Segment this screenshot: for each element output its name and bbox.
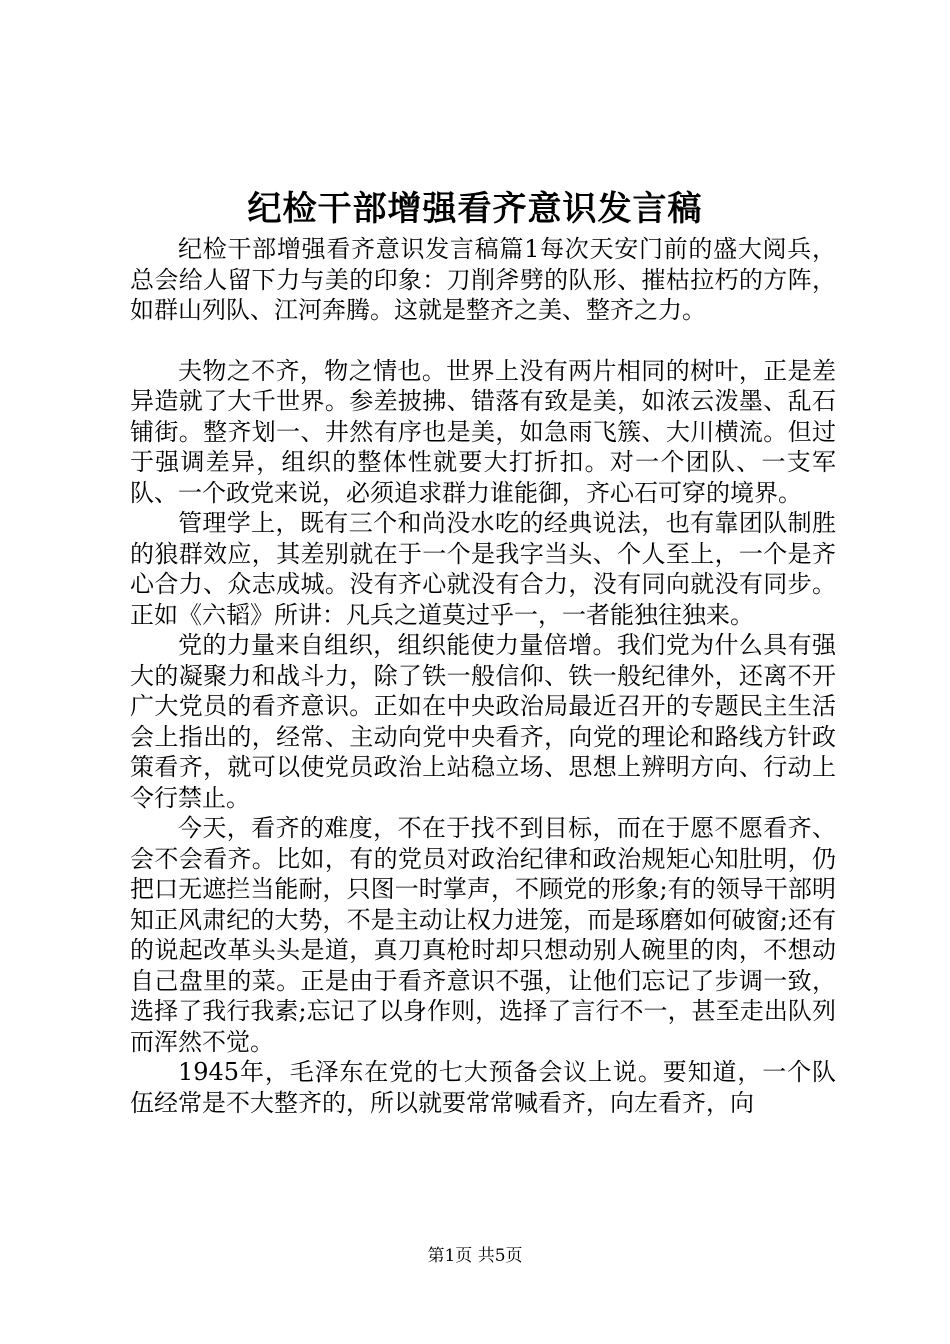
document-title: 纪检干部增强看齐意识发言稿 bbox=[247, 189, 703, 229]
paragraph-4: 党的力量来自组织，组织能使力量倍增。我们党为什么具有强大的凝聚力和战斗力，除了铁一般信仰、铁一般纪律外，还离不开广大党员的看齐意识。正如在中央政治局最近召开的专题民主生活会上指出的，经常、主动向党中央看齐，向党的理论和路线方针政策看齐，就可以使党员政治上站稳立场、思想上辨明方向、行动上令行禁止。 bbox=[130, 631, 836, 812]
page-footer: 第1页 共5页 bbox=[427, 1246, 523, 1266]
paragraph-2: 夫物之不齐，物之情也。世界上没有两片相同的树叶，正是差异造就了大千世界。参差披拂、错落有致是美，如浓云泼墨、乱石铺街。整齐划一、井然有序也是美，如急雨飞簇、大川横流。但过于强调差异，组织的整体性就要大打折扣。对一个团队、一支军队、一个政党来说，必须追求群力谁能御，齐心石可穿的境界。 bbox=[130, 356, 836, 507]
paragraph-5: 今天，看齐的难度，不在于找不到目标，而在于愿不愿看齐、会不会看齐。比如，有的党员对政治纪律和政治规矩心知肚明，仍把口无遮拦当能耐，只图一时掌声，不顾党的形象;有的领导干部明知正风肃纪的大势，不是主动让权力进笼，而是琢磨如何破窗;还有的说起改革头头是道，真刀真枪时却只想动别人碗里的肉，不想动自己盘里的菜。正是由于看齐意识不强，让他们忘记了步调一致，选择了我行我素;忘记了以身作则，选择了言行不一，甚至走出队列而浑然不觉。 bbox=[130, 814, 836, 1056]
paragraph-1: 纪检干部增强看齐意识发言稿篇1每次天安门前的盛大阅兵，总会给人留下力与美的印象：刀削斧劈的队形、摧枯拉朽的方阵，如群山列队、江河奔腾。这就是整齐之美、整齐之力。 bbox=[130, 235, 836, 324]
paragraph-3: 管理学上，既有三个和尚没水吃的经典说法，也有靠团队制胜的狼群效应，其差别就在于一个是我字当头、个人至上，一个是齐心合力、众志成城。没有齐心就没有合力，没有同向就没有同步。正如《六韬》所讲：凡兵之道莫过乎一，一者能独往独来。 bbox=[130, 509, 836, 629]
document-body bbox=[130, 234, 836, 1118]
paragraph-6: 1945年，毛泽东在党的七大预备会议上说。要知道，一个队伍经常是不大整齐的，所以就要常常喊看齐，向左看齐，向 bbox=[130, 1058, 836, 1117]
